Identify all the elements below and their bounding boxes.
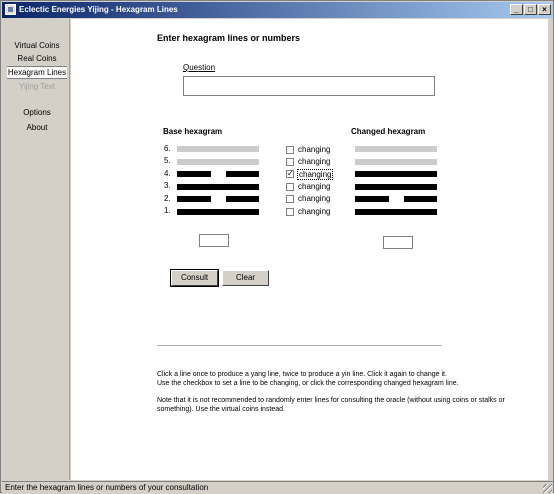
changed-line-2-right[interactable] bbox=[404, 196, 437, 202]
base-line-5[interactable] bbox=[177, 159, 259, 165]
base-line-3[interactable] bbox=[177, 184, 259, 190]
clear-button[interactable]: Clear bbox=[222, 270, 269, 286]
status-bar bbox=[2, 481, 553, 494]
changing-label-4[interactable]: changing bbox=[299, 170, 332, 179]
help-text-1: Click a line once to produce a yang line, twice to produce a yin line. Click it again to change it. bbox=[157, 371, 447, 378]
base-hexagram-heading: Base hexagram bbox=[163, 127, 223, 136]
app-icon[interactable] bbox=[5, 4, 16, 15]
changed-line-5[interactable] bbox=[355, 159, 437, 165]
window-title: Eclectic Energies Yijing - Hexagram Lines bbox=[19, 5, 178, 14]
sidebar-item-virtual-coins[interactable]: Virtual Coins bbox=[14, 41, 60, 50]
question-label-text: Question bbox=[183, 63, 216, 72]
changing-label-5[interactable]: changing bbox=[298, 157, 331, 166]
changing-label-1[interactable]: changing bbox=[298, 207, 331, 216]
minimize-button[interactable]: _ bbox=[510, 4, 523, 15]
changed-line-1[interactable] bbox=[355, 209, 437, 215]
changed-line-4[interactable] bbox=[355, 171, 437, 177]
question-input[interactable] bbox=[183, 76, 435, 96]
line-number-2: 2. bbox=[164, 194, 171, 203]
consult-button[interactable]: Consult bbox=[171, 270, 218, 286]
resize-grip-icon[interactable] bbox=[543, 484, 552, 493]
changing-label-3[interactable]: changing bbox=[298, 182, 331, 191]
base-line-6[interactable] bbox=[177, 146, 259, 152]
maximize-button[interactable]: □ bbox=[524, 4, 537, 15]
base-number-input[interactable] bbox=[199, 234, 229, 247]
line-number-5: 5. bbox=[164, 156, 171, 165]
question-label bbox=[183, 63, 215, 72]
sidebar-item-real-coins[interactable]: Real Coins bbox=[17, 54, 57, 63]
changing-checkbox-3[interactable] bbox=[286, 183, 294, 191]
changing-checkbox-5[interactable] bbox=[286, 158, 294, 166]
line-number-6: 6. bbox=[164, 144, 171, 153]
help-text-3: Note that it is not recommended to randomly enter lines for consulting the oracle (without using coins or stalks or something). Use the virtual coins instead. bbox=[157, 397, 505, 413]
base-line-4-right[interactable] bbox=[226, 171, 259, 177]
sidebar-item-options[interactable]: Options bbox=[23, 108, 51, 117]
sidebar-item-about[interactable]: About bbox=[26, 123, 48, 132]
changing-checkbox-1[interactable] bbox=[286, 208, 294, 216]
status-text: Enter the hexagram lines or numbers of your consultation bbox=[5, 483, 209, 492]
changing-label-2[interactable]: changing bbox=[298, 194, 331, 203]
main-panel bbox=[71, 19, 548, 480]
sidebar-item-yijing-text: Yijing Text bbox=[18, 82, 56, 91]
changed-line-3[interactable] bbox=[355, 184, 437, 190]
line-number-4: 4. bbox=[164, 169, 171, 178]
title-bar[interactable] bbox=[2, 2, 553, 18]
changing-checkbox-4[interactable]: ✓ bbox=[287, 169, 294, 178]
base-line-2-left[interactable] bbox=[177, 196, 211, 202]
changed-number-input[interactable] bbox=[383, 236, 413, 249]
page-title: Enter hexagram lines or numbers bbox=[157, 33, 301, 43]
close-button[interactable]: × bbox=[538, 4, 551, 15]
changed-line-6[interactable] bbox=[355, 146, 437, 152]
base-line-4-left[interactable] bbox=[177, 171, 211, 177]
changing-label-6[interactable]: changing bbox=[298, 145, 331, 154]
line-number-3: 3. bbox=[164, 181, 171, 190]
base-line-1[interactable] bbox=[177, 209, 259, 215]
changed-line-2-left[interactable] bbox=[355, 196, 389, 202]
changing-checkbox-2[interactable] bbox=[286, 195, 294, 203]
sidebar-item-hexagram-lines[interactable]: Hexagram Lines bbox=[7, 68, 67, 77]
divider bbox=[157, 345, 442, 346]
changed-hexagram-heading: Changed hexagram bbox=[351, 127, 426, 136]
changing-checkbox-6[interactable] bbox=[286, 146, 294, 154]
help-text-2: Use the checkbox to set a line to be changing, or click the corresponding changed hexagram line. bbox=[157, 380, 459, 387]
line-number-1: 1. bbox=[164, 206, 171, 215]
base-line-2-right[interactable] bbox=[226, 196, 259, 202]
sidebar bbox=[3, 19, 70, 480]
